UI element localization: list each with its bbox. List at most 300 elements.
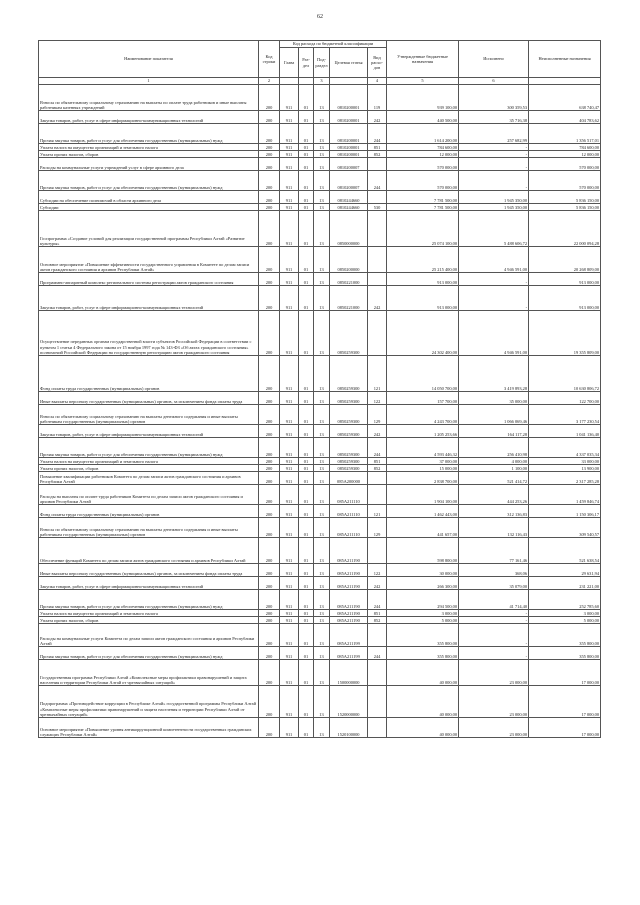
row-expense-type bbox=[368, 624, 387, 647]
row-unexecuted: 20 268 809,00 bbox=[529, 247, 601, 273]
row-unexecuted: 17 000,00 bbox=[529, 686, 601, 718]
row-expense-type bbox=[368, 273, 387, 286]
row-subsection: 13 bbox=[314, 485, 330, 505]
row-line-code: 200 bbox=[259, 485, 280, 505]
row-subsection: 13 bbox=[314, 590, 330, 610]
row-executed: 4 946 591,00 bbox=[459, 311, 529, 356]
row-subsection: 13 bbox=[314, 472, 330, 485]
row-name: Закупка товаров, работ, услуг в сфере информационно-коммуникационных технологий bbox=[39, 286, 259, 311]
table-row bbox=[39, 718, 601, 738]
header-section: Раз-дел bbox=[299, 48, 314, 78]
row-unexecuted: 570 000,00 bbox=[529, 171, 601, 191]
row-section: 01 bbox=[299, 647, 314, 660]
row-subsection: 13 bbox=[314, 686, 330, 718]
row-executed: - bbox=[459, 151, 529, 158]
row-line-code: 200 bbox=[259, 538, 280, 564]
row-section: 01 bbox=[299, 151, 314, 158]
row-expense-type: 129 bbox=[368, 518, 387, 538]
table-row bbox=[39, 518, 601, 538]
row-executed: 257 682,99 bbox=[459, 124, 529, 144]
row-section: 01 bbox=[299, 718, 314, 738]
row-approved: 441 657,00 bbox=[387, 518, 459, 538]
row-chapter: 911 bbox=[280, 505, 299, 518]
row-name: Прочая закупка товаров, работ и услуг для обеспечения государственных (муниципальных) нужд bbox=[39, 124, 259, 144]
row-expense-type: 851 bbox=[368, 458, 387, 465]
row-expense-type bbox=[368, 247, 387, 273]
row-unexecuted: 17 000,00 bbox=[529, 660, 601, 686]
row-subsection: 13 bbox=[314, 438, 330, 458]
row-subsection: 13 bbox=[314, 425, 330, 438]
row-line-code: 200 bbox=[259, 392, 280, 405]
row-section: 01 bbox=[299, 286, 314, 311]
row-expense-type: 242 bbox=[368, 111, 387, 124]
row-subsection: 13 bbox=[314, 718, 330, 738]
table-body bbox=[39, 85, 601, 738]
row-section: 01 bbox=[299, 458, 314, 465]
row-expense-type bbox=[368, 311, 387, 356]
table-row bbox=[39, 660, 601, 686]
row-line-code: 200 bbox=[259, 718, 280, 738]
col-number: 5 bbox=[387, 78, 459, 85]
row-line-code: 200 bbox=[259, 686, 280, 718]
row-subsection: 13 bbox=[314, 564, 330, 577]
table-row bbox=[39, 204, 601, 211]
row-unexecuted: 22 000 094,28 bbox=[529, 211, 601, 247]
row-approved: 40 000,00 bbox=[387, 718, 459, 738]
col-number bbox=[299, 78, 314, 85]
table-row bbox=[39, 538, 601, 564]
row-unexecuted: 355 800,00 bbox=[529, 647, 601, 660]
row-approved: 30 000,00 bbox=[387, 564, 459, 577]
row-target: 0810200001 bbox=[330, 85, 368, 111]
row-section: 01 bbox=[299, 610, 314, 617]
row-line-code: 200 bbox=[259, 356, 280, 392]
row-target: 085А211190 bbox=[330, 617, 368, 624]
row-subsection: 13 bbox=[314, 191, 330, 204]
row-target: 085А211110 bbox=[330, 505, 368, 518]
row-section: 01 bbox=[299, 211, 314, 247]
row-approved: 2 838 700,00 bbox=[387, 472, 459, 485]
row-expense-type: 242 bbox=[368, 286, 387, 311]
row-executed: 3 419 893,28 bbox=[459, 356, 529, 392]
row-subsection: 13 bbox=[314, 538, 330, 564]
row-executed: 1 945 350,00 bbox=[459, 204, 529, 211]
header-chapter: Глава bbox=[280, 48, 299, 78]
row-chapter: 911 bbox=[280, 564, 299, 577]
col-number: 4 bbox=[368, 78, 387, 85]
row-line-code: 200 bbox=[259, 171, 280, 191]
row-executed: 35 079,00 bbox=[459, 577, 529, 590]
row-name: Осуществление переданных органам государственной власти субъектов Российской Федерации в соответствии с пунктом 1 статьи 4 Федерального закона от 15 ноября 1997 года № 143-ФЗ «Об актах гражданского состояния» полномочий Российской Федерации на государственную регистрацию актов гражданского состояния bbox=[39, 311, 259, 356]
table-row bbox=[39, 247, 601, 273]
row-approved: 3 000,00 bbox=[387, 610, 459, 617]
row-subsection: 13 bbox=[314, 171, 330, 191]
table-row bbox=[39, 647, 601, 660]
row-approved: 7 781 500,00 bbox=[387, 191, 459, 204]
row-name: Уплата прочих налогов, сборов bbox=[39, 465, 259, 472]
row-unexecuted: 29 631,94 bbox=[529, 564, 601, 577]
row-expense-type: 122 bbox=[368, 392, 387, 405]
table-row bbox=[39, 425, 601, 438]
row-name: Прочая закупка товаров, работ и услуг для обеспечения государственных (муниципальных) нужд bbox=[39, 438, 259, 458]
row-approved: 355 800,00 bbox=[387, 624, 459, 647]
row-name: Взносы по обязательному социальному страхованию на выплаты денежного содержания и иные выплаты работникам государственных (муниципальных) органов bbox=[39, 405, 259, 425]
table-row bbox=[39, 124, 601, 144]
row-executed: 23 000,00 bbox=[459, 718, 529, 738]
table-row bbox=[39, 111, 601, 124]
header-line-code: Код строки bbox=[259, 41, 280, 78]
table-row bbox=[39, 438, 601, 458]
row-approved: 1 904 100,00 bbox=[387, 485, 459, 505]
row-chapter: 911 bbox=[280, 85, 299, 111]
row-subsection: 13 bbox=[314, 204, 330, 211]
row-approved: 40 000,00 bbox=[387, 686, 459, 718]
row-approved: 4 593 446,32 bbox=[387, 438, 459, 458]
row-subsection: 13 bbox=[314, 286, 330, 311]
row-name: Прочая закупка товаров, работ и услуг для обеспечения государственных (муниципальных) нужд bbox=[39, 590, 259, 610]
table-row bbox=[39, 211, 601, 247]
row-line-code: 200 bbox=[259, 465, 280, 472]
row-chapter: 911 bbox=[280, 286, 299, 311]
row-section: 01 bbox=[299, 85, 314, 111]
row-expense-type: 244 bbox=[368, 647, 387, 660]
row-section: 01 bbox=[299, 485, 314, 505]
row-line-code: 200 bbox=[259, 660, 280, 686]
row-subsection: 13 bbox=[314, 624, 330, 647]
row-chapter: 911 bbox=[280, 204, 299, 211]
row-executed: 256 410,98 bbox=[459, 438, 529, 458]
row-section: 01 bbox=[299, 247, 314, 273]
row-unexecuted: 12 000,00 bbox=[529, 151, 601, 158]
row-expense-type: 244 bbox=[368, 171, 387, 191]
row-line-code: 200 bbox=[259, 505, 280, 518]
row-subsection: 13 bbox=[314, 505, 330, 518]
row-approved: 294 500,00 bbox=[387, 590, 459, 610]
row-section: 01 bbox=[299, 191, 314, 204]
row-chapter: 911 bbox=[280, 718, 299, 738]
row-target: 0810244660 bbox=[330, 204, 368, 211]
row-name: Прочая закупка товаров, работ и услуг для обеспечения государственных (муниципальных) нужд bbox=[39, 647, 259, 660]
row-line-code: 200 bbox=[259, 577, 280, 590]
budget-execution-table bbox=[38, 40, 601, 738]
row-unexecuted: 4 337 035,34 bbox=[529, 438, 601, 458]
row-approved: 37 000,00 bbox=[387, 458, 459, 465]
row-unexecuted: 10 630 806,72 bbox=[529, 356, 601, 392]
row-chapter: 911 bbox=[280, 171, 299, 191]
row-executed: 35 000,00 bbox=[459, 392, 529, 405]
row-name: Иные выплаты персоналу государственных (муниципальных) органов, за исключением фонда оплаты труда bbox=[39, 564, 259, 577]
row-chapter: 911 bbox=[280, 151, 299, 158]
row-unexecuted: 784 600,00 bbox=[529, 144, 601, 151]
header-subsection: Под-раздел bbox=[314, 48, 330, 78]
row-unexecuted: 19 355 809,00 bbox=[529, 311, 601, 356]
row-subsection: 13 bbox=[314, 518, 330, 538]
row-chapter: 911 bbox=[280, 111, 299, 124]
row-executed: - bbox=[459, 647, 529, 660]
row-subsection: 13 bbox=[314, 144, 330, 151]
row-line-code: 200 bbox=[259, 438, 280, 458]
row-section: 01 bbox=[299, 686, 314, 718]
row-executed: - bbox=[459, 273, 529, 286]
row-line-code: 200 bbox=[259, 311, 280, 356]
row-chapter: 911 bbox=[280, 538, 299, 564]
row-target: 0810200007 bbox=[330, 171, 368, 191]
row-name: Подпрограмма «Противодействие коррупции в Республике Алтай» государственной программы Республики Алтай «Комплексные меры профилактики правонарушений и защита населения и территории Республики Алтай от чрезвычайных ситуаций» bbox=[39, 686, 259, 718]
row-subsection: 13 bbox=[314, 151, 330, 158]
row-section: 01 bbox=[299, 617, 314, 624]
column-number-row bbox=[39, 78, 601, 85]
row-executed: 77 161,46 bbox=[459, 538, 529, 564]
row-line-code: 200 bbox=[259, 211, 280, 247]
row-expense-type: 852 bbox=[368, 465, 387, 472]
row-unexecuted: 5 836 150,00 bbox=[529, 204, 601, 211]
row-section: 01 bbox=[299, 273, 314, 286]
row-executed: - bbox=[459, 158, 529, 171]
row-line-code: 200 bbox=[259, 124, 280, 144]
row-target: 0850000000 bbox=[330, 211, 368, 247]
row-section: 01 bbox=[299, 538, 314, 564]
row-target: 085А211110 bbox=[330, 518, 368, 538]
row-expense-type bbox=[368, 485, 387, 505]
row-target: 0810200007 bbox=[330, 158, 368, 171]
col-number: 1 bbox=[39, 78, 259, 85]
row-line-code: 200 bbox=[259, 286, 280, 311]
row-unexecuted: 231 221,00 bbox=[529, 577, 601, 590]
row-section: 01 bbox=[299, 204, 314, 211]
row-name: Фонд оплаты труда государственных (муниципальных) органов bbox=[39, 505, 259, 518]
row-subsection: 13 bbox=[314, 85, 330, 111]
row-executed: 4 946 591,00 bbox=[459, 247, 529, 273]
row-section: 01 bbox=[299, 392, 314, 405]
row-unexecuted: 355 800,00 bbox=[529, 624, 601, 647]
row-executed: 132 116,43 bbox=[459, 518, 529, 538]
row-expense-type: 244 bbox=[368, 590, 387, 610]
row-section: 01 bbox=[299, 111, 314, 124]
row-section: 01 bbox=[299, 438, 314, 458]
row-line-code: 200 bbox=[259, 273, 280, 286]
row-name: Повышение квалификации работников Комитета по делам записи актов гражданского состояния и архивов Республики Алтай bbox=[39, 472, 259, 485]
row-subsection: 13 bbox=[314, 458, 330, 465]
row-approved: 570 000,00 bbox=[387, 171, 459, 191]
row-subsection: 13 bbox=[314, 124, 330, 144]
row-line-code: 200 bbox=[259, 590, 280, 610]
row-executed: - bbox=[459, 610, 529, 617]
row-unexecuted: 570 000,00 bbox=[529, 158, 601, 171]
row-executed: - bbox=[459, 286, 529, 311]
table-row bbox=[39, 273, 601, 286]
row-unexecuted: 309 540,57 bbox=[529, 518, 601, 538]
row-unexecuted: 5 836 150,00 bbox=[529, 191, 601, 204]
row-target: 0850259300 bbox=[330, 392, 368, 405]
row-target: 1520100000 bbox=[330, 718, 368, 738]
row-executed: 1 100,00 bbox=[459, 465, 529, 472]
row-expense-type: 242 bbox=[368, 577, 387, 590]
row-chapter: 911 bbox=[280, 465, 299, 472]
row-target: 085А211190 bbox=[330, 590, 368, 610]
row-line-code: 200 bbox=[259, 518, 280, 538]
row-chapter: 911 bbox=[280, 191, 299, 204]
row-chapter: 911 bbox=[280, 647, 299, 660]
row-approved: 266 300,00 bbox=[387, 577, 459, 590]
row-line-code: 200 bbox=[259, 111, 280, 124]
row-executed: 444 253,26 bbox=[459, 485, 529, 505]
row-line-code: 200 bbox=[259, 610, 280, 617]
row-subsection: 13 bbox=[314, 465, 330, 472]
row-target: 0850259300 bbox=[330, 458, 368, 465]
row-approved: 15 000,00 bbox=[387, 465, 459, 472]
row-target: 085А211190 bbox=[330, 564, 368, 577]
row-executed: 521 414,72 bbox=[459, 472, 529, 485]
row-section: 01 bbox=[299, 405, 314, 425]
row-line-code: 200 bbox=[259, 624, 280, 647]
row-expense-type bbox=[368, 660, 387, 686]
row-chapter: 911 bbox=[280, 144, 299, 151]
row-chapter: 911 bbox=[280, 392, 299, 405]
row-line-code: 200 bbox=[259, 191, 280, 204]
row-expense-type: 129 bbox=[368, 405, 387, 425]
row-subsection: 13 bbox=[314, 405, 330, 425]
row-executed: 1 066 069,46 bbox=[459, 405, 529, 425]
row-executed: 35 716,38 bbox=[459, 111, 529, 124]
row-chapter: 911 bbox=[280, 686, 299, 718]
row-name: Государственная программа Республики Алтай «Комплексные меры профилактики правонарушений и защита населения и территории Республики Алтай от чрезвычайных ситуаций» bbox=[39, 660, 259, 686]
row-expense-type: 851 bbox=[368, 144, 387, 151]
col-number bbox=[280, 78, 299, 85]
row-subsection: 13 bbox=[314, 211, 330, 247]
header-name: Наименование показателя bbox=[39, 41, 259, 78]
row-expense-type: 244 bbox=[368, 124, 387, 144]
row-line-code: 200 bbox=[259, 617, 280, 624]
row-section: 01 bbox=[299, 518, 314, 538]
row-subsection: 13 bbox=[314, 392, 330, 405]
row-chapter: 911 bbox=[280, 124, 299, 144]
row-chapter: 911 bbox=[280, 624, 299, 647]
row-approved: 4 243 700,00 bbox=[387, 405, 459, 425]
row-subsection: 13 bbox=[314, 247, 330, 273]
row-unexecuted: 13 900,00 bbox=[529, 465, 601, 472]
col-number bbox=[330, 78, 368, 85]
row-approved: 1 462 443,00 bbox=[387, 505, 459, 518]
header-executed: Исполнено bbox=[459, 41, 529, 78]
row-name: Уплата прочих налогов, сборов bbox=[39, 617, 259, 624]
row-executed: 4 000,00 bbox=[459, 458, 529, 465]
table-row bbox=[39, 564, 601, 577]
table-row bbox=[39, 624, 601, 647]
table-row bbox=[39, 171, 601, 191]
row-target: 085А211190 bbox=[330, 538, 368, 564]
row-subsection: 13 bbox=[314, 577, 330, 590]
row-chapter: 911 bbox=[280, 518, 299, 538]
row-expense-type: 242 bbox=[368, 425, 387, 438]
row-approved: 7 781 500,00 bbox=[387, 204, 459, 211]
row-subsection: 13 bbox=[314, 311, 330, 356]
row-name: Закупка товаров, работ, услуг в сфере информационно-коммуникационных технологий bbox=[39, 425, 259, 438]
row-target: 0810200001 bbox=[330, 151, 368, 158]
row-unexecuted: 404 783,62 bbox=[529, 111, 601, 124]
row-target: 085А211199 bbox=[330, 647, 368, 660]
row-name: Уплата налога на имущество организаций и земельного налога bbox=[39, 610, 259, 617]
row-approved: 913 000,00 bbox=[387, 286, 459, 311]
row-unexecuted: 913 000,00 bbox=[529, 286, 601, 311]
table-row bbox=[39, 686, 601, 718]
row-section: 01 bbox=[299, 171, 314, 191]
row-expense-type bbox=[368, 158, 387, 171]
row-expense-type: 530 bbox=[368, 204, 387, 211]
table-row bbox=[39, 191, 601, 204]
row-approved: 913 000,00 bbox=[387, 273, 459, 286]
row-chapter: 911 bbox=[280, 472, 299, 485]
table-row bbox=[39, 485, 601, 505]
row-expense-type: 121 bbox=[368, 505, 387, 518]
row-subsection: 13 bbox=[314, 158, 330, 171]
row-approved: 14 050 700,00 bbox=[387, 356, 459, 392]
row-executed: 23 000,00 bbox=[459, 660, 529, 686]
row-name: Обеспечение функций Комитета по делам записи актов гражданского состояния и архивов Республики Алтай bbox=[39, 538, 259, 564]
table-row bbox=[39, 617, 601, 624]
row-executed: 164 117,28 bbox=[459, 425, 529, 438]
row-target: 0850259300 bbox=[330, 311, 368, 356]
row-section: 01 bbox=[299, 465, 314, 472]
row-approved: 12 000,00 bbox=[387, 151, 459, 158]
row-target: 085А211199 bbox=[330, 624, 368, 647]
row-target: 0810200001 bbox=[330, 124, 368, 144]
row-section: 01 bbox=[299, 577, 314, 590]
row-approved: 355 800,00 bbox=[387, 647, 459, 660]
row-target: 0810244660 bbox=[330, 191, 368, 204]
table-row bbox=[39, 392, 601, 405]
row-unexecuted: 1 459 846,74 bbox=[529, 485, 601, 505]
row-target: 0810200001 bbox=[330, 111, 368, 124]
row-target: 085А211190 bbox=[330, 577, 368, 590]
row-executed: - bbox=[459, 144, 529, 151]
row-approved: 570 000,00 bbox=[387, 158, 459, 171]
row-subsection: 13 bbox=[314, 660, 330, 686]
row-section: 01 bbox=[299, 311, 314, 356]
row-executed: 312 136,83 bbox=[459, 505, 529, 518]
row-name: Уплата прочих налогов, сборов bbox=[39, 151, 259, 158]
header-expense-type: Вид расхо-дов bbox=[368, 48, 387, 78]
row-approved: 25 215 400,00 bbox=[387, 247, 459, 273]
table-row bbox=[39, 610, 601, 617]
row-executed: - bbox=[459, 624, 529, 647]
row-name: Основное мероприятие «Повышение уровня антикоррупционной компетентности государственных гражданских служащих Республики Алтай» bbox=[39, 718, 259, 738]
row-section: 01 bbox=[299, 158, 314, 171]
row-target: 085А211190 bbox=[330, 610, 368, 617]
row-unexecuted: 122 700,00 bbox=[529, 392, 601, 405]
table-row bbox=[39, 472, 601, 485]
row-target: 0850221000 bbox=[330, 273, 368, 286]
row-executed: 5 488 606,72 bbox=[459, 211, 529, 247]
row-line-code: 200 bbox=[259, 472, 280, 485]
row-line-code: 200 bbox=[259, 647, 280, 660]
row-line-code: 200 bbox=[259, 405, 280, 425]
row-expense-type: 122 bbox=[368, 564, 387, 577]
row-name: Закупка товаров, работ, услуг в сфере информационно-коммуникационных технологий bbox=[39, 577, 259, 590]
col-number: 2 bbox=[259, 78, 280, 85]
row-name: Расходы на коммунальные услуги Комитета по делам записи актов гражданского состояния и архивов Республики Алтай bbox=[39, 624, 259, 647]
row-name: Уплата налога на имущество организаций и земельного налога bbox=[39, 458, 259, 465]
row-chapter: 911 bbox=[280, 158, 299, 171]
row-name: Прочая закупка товаров, работ и услуг для обеспечения государственных (муниципальных) нужд bbox=[39, 171, 259, 191]
row-chapter: 911 bbox=[280, 617, 299, 624]
row-subsection: 13 bbox=[314, 111, 330, 124]
row-line-code: 200 bbox=[259, 564, 280, 577]
row-line-code: 200 bbox=[259, 85, 280, 111]
table-row bbox=[39, 144, 601, 151]
header-approved: Утвержденные бюджетные назначения bbox=[387, 41, 459, 78]
row-target: 0850259300 bbox=[330, 438, 368, 458]
row-target: 1520000000 bbox=[330, 686, 368, 718]
